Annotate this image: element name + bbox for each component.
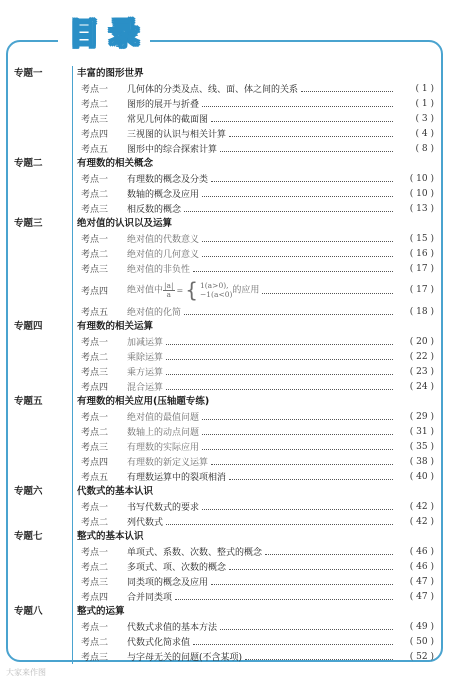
topic-title: 有理数的相关应用(压轴题专练) [77,396,210,407]
entry-title-text: 数轴上的动点问题 [127,428,200,438]
toc-entry[interactable] [77,589,434,604]
topic-code: 专题五 [14,396,43,407]
entry-title [127,280,259,300]
toc-entry[interactable] [77,186,434,201]
topic-code: 专题二 [14,158,43,169]
entry-code: 考点五 [81,473,109,483]
entry-title-text: 绝对值的非负性 [127,265,191,275]
topic-code: 专题一 [14,68,43,79]
toc-entry[interactable] [77,649,434,664]
entry-title-text: 有理数的概念及分类 [127,175,209,185]
topic-body [72,604,434,664]
page-number: ( 13 ) [409,203,434,214]
page-number: ( 8 ) [415,143,434,154]
toc-entry[interactable] [77,126,434,141]
topic-code: 专题三 [14,218,43,229]
entry-code: 考点四 [81,593,109,603]
page-number: ( 42 ) [409,501,434,512]
topic-title: 丰富的图形世界 [77,68,144,79]
entry-title-text: 书写代数式的要求 [127,503,200,513]
entry-title [127,350,163,363]
topic-section [14,529,434,604]
dot-leader [262,293,393,294]
entry-title [127,590,172,603]
entry-code: 考点一 [81,548,109,558]
topic-section [14,216,434,319]
page-number: ( 20 ) [409,336,434,347]
entry-code: 考点三 [81,115,109,125]
entry-title [127,112,208,125]
entry-title-text: 列代数式 [127,518,164,528]
toc-entry[interactable] [77,201,434,216]
entry-code: 考点五 [81,145,109,155]
dot-leader [202,106,393,107]
entry-code: 考点二 [81,428,109,438]
dot-leader [184,211,393,212]
topic-section [14,394,434,484]
dot-leader [211,181,393,182]
entry-title-text: 图形中的综合探索计算 [127,145,218,155]
page-number: ( 40 ) [409,471,434,482]
entry-code: 考点五 [81,308,109,318]
dot-leader [202,419,393,420]
entry-code: 考点一 [81,503,109,513]
entry-title [127,545,262,558]
toc-entry[interactable] [77,276,434,304]
dot-leader [220,151,393,152]
topic-code: 专题六 [14,486,43,497]
toc-entry[interactable] [77,544,434,559]
entry-title-text: 合并同类项 [127,593,173,603]
page-number: ( 29 ) [409,411,434,422]
page-title [58,12,150,58]
entry-title-text: 乘除运算 [127,353,164,363]
entry-title [127,500,199,513]
math-formula [163,280,232,300]
toc-entry[interactable] [77,634,434,649]
page-number: ( 1 ) [415,98,434,109]
entry-title [127,425,199,438]
topic-body [72,394,434,484]
entry-code: 考点四 [81,458,109,468]
entry-title [127,247,199,260]
page-number: ( 42 ) [409,516,434,527]
dot-leader [202,196,393,197]
entry-code: 考点四 [81,383,109,393]
dot-leader [211,464,393,465]
entry-title [127,335,163,348]
entry-title-text: 代数式化简求值 [127,638,191,648]
page-number: ( 10 ) [409,173,434,184]
piecewise-cases [200,281,232,299]
entry-title-text: 与字母无关的问题(不含某项) [127,653,243,663]
dot-leader [166,344,393,345]
entry-code: 考点三 [81,265,109,275]
entry-title-text: 绝对值的最值问题 [127,413,200,423]
entry-title [127,127,226,140]
topic-title: 整式的运算 [77,606,125,617]
table-of-contents [14,66,434,664]
entry-title [127,410,199,423]
toc-entry[interactable] [77,454,434,469]
toc-entry[interactable] [77,304,434,319]
toc-entry[interactable] [77,379,434,394]
page-number: ( 22 ) [409,351,434,362]
page-number: ( 46 ) [409,546,434,557]
topic-section [14,66,434,156]
entry-code: 考点一 [81,413,109,423]
dot-leader [229,569,393,570]
page-number: ( 16 ) [409,248,434,259]
page-number: ( 17 ) [409,263,434,274]
entry-title [127,515,163,528]
topic-title: 有理数的相关运算 [77,321,154,332]
entry-title [127,455,208,468]
entry-title-text: 绝对值的代数意义 [127,235,200,245]
case-positive: 1(a>0), [199,281,229,290]
topic-section [14,156,434,216]
dot-leader [202,256,393,257]
toc-entry[interactable] [77,439,434,454]
fraction-numerator: |a| [164,280,174,290]
toc-entry[interactable] [77,141,434,156]
fraction-denominator: a [166,289,172,299]
entry-title-text: 有理数的新定义运算 [127,458,209,468]
page-number: ( 10 ) [409,188,434,199]
page-number: ( 1 ) [415,83,434,94]
entry-title [127,560,226,573]
dot-leader [229,136,393,137]
dot-leader [265,554,393,555]
toc-entry[interactable] [77,469,434,484]
entry-code: 考点三 [81,368,109,378]
toc-entry[interactable] [77,349,434,364]
title-char-2: 录 [109,17,139,52]
toc-entry[interactable] [77,619,434,634]
fraction [163,282,175,299]
page-number: ( 47 ) [409,576,434,587]
entry-title [127,172,208,185]
entry-title [127,97,199,110]
entry-title [127,365,163,378]
topic-body [72,484,434,529]
entry-title-text: 绝对值中 [127,285,164,296]
dot-leader [184,314,393,315]
toc-entry[interactable] [77,246,434,261]
toc-entry[interactable] [77,231,434,246]
dot-leader [202,434,393,435]
topic-code: 专题八 [14,606,43,617]
page-number: ( 47 ) [409,591,434,602]
brace-icon: { [185,278,198,302]
topic-body [72,216,434,319]
entry-title-text: 绝对值的几何意义 [127,250,200,260]
entry-title-text: 有理数的实际应用 [127,443,200,453]
entry-title [127,232,199,245]
entry-code: 考点一 [81,175,109,185]
entry-title [127,650,242,663]
topic-body [72,156,434,216]
page-number: ( 35 ) [409,441,434,452]
toc-entry[interactable] [77,171,434,186]
page-number: ( 24 ) [409,381,434,392]
toc-entry[interactable] [77,111,434,126]
entry-code: 考点四 [81,286,109,297]
page-number: ( 50 ) [409,636,434,647]
topic-code: 专题四 [14,321,43,332]
page-number: ( 38 ) [409,456,434,467]
dot-leader [301,91,393,92]
equals-sign: = [176,285,184,295]
entry-code: 考点二 [81,100,109,110]
toc-entry[interactable] [77,96,434,111]
entry-title-text: 数轴的概念及应用 [127,190,200,200]
entry-code: 考点二 [81,518,109,528]
toc-entry[interactable] [77,514,434,529]
topic-body [72,529,434,604]
dot-leader [245,659,393,660]
entry-code: 考点三 [81,578,109,588]
page-number: ( 31 ) [409,426,434,437]
topic-title: 绝对值的认识以及运算 [77,218,173,229]
entry-title-text: 多项式、项、次数的概念 [127,563,227,573]
page-number: ( 49 ) [409,621,434,632]
toc-entry[interactable] [77,261,434,276]
dot-leader [166,389,393,390]
toc-entry[interactable] [77,574,434,589]
page-number: ( 46 ) [409,561,434,572]
entry-code: 考点一 [81,235,109,245]
toc-entry[interactable] [77,424,434,439]
dot-leader [202,449,393,450]
topic-title: 整式的基本认识 [77,531,144,542]
entry-title-text: 代数式求值的基本方法 [127,623,218,633]
page-number: ( 23 ) [409,366,434,377]
entry-code: 考点一 [81,623,109,633]
page-number: ( 15 ) [409,233,434,244]
entry-title [127,470,226,483]
entry-title-text: 加减运算 [127,338,164,348]
entry-title-text: 三视图的认识与相关计算 [127,130,227,140]
entry-code: 考点一 [81,338,109,348]
topic-section [14,484,434,529]
entry-title-suffix: 的应用 [232,285,260,296]
entry-title-text: 乘方运算 [127,368,164,378]
dot-leader [229,479,393,480]
entry-title [127,635,190,648]
dot-leader [166,524,393,525]
entry-code: 考点二 [81,563,109,573]
entry-title [127,82,298,95]
entry-code: 考点三 [81,205,109,215]
entry-title [127,440,199,453]
topic-body [72,66,434,156]
entry-title-text: 相反数的概念 [127,205,182,215]
case-negative: −1(a<0) [199,290,233,299]
title-char-1: 目 [69,17,99,52]
dot-leader [193,271,393,272]
entry-title-text: 图形的展开与折叠 [127,100,200,110]
entry-code: 考点二 [81,190,109,200]
toc-entry[interactable] [77,81,434,96]
entry-code: 考点四 [81,130,109,140]
entry-title-text: 绝对值的化简 [127,308,182,318]
entry-title-text: 几何体的分类及点、线、面、体之间的关系 [127,85,299,95]
dot-leader [211,584,393,585]
entry-title-text: 单项式、系数、次数、整式的概念 [127,548,263,558]
dot-leader [166,359,393,360]
entry-title [127,262,190,275]
entry-code: 考点二 [81,353,109,363]
topic-body [72,319,434,394]
dot-leader [193,644,393,645]
toc-entry[interactable] [77,334,434,349]
page-number: ( 52 ) [409,651,434,662]
dot-leader [220,629,393,630]
dot-leader [202,241,393,242]
toc-entry[interactable] [77,409,434,424]
entry-title [127,142,217,155]
toc-entry[interactable] [77,364,434,379]
entry-code: 考点三 [81,653,109,663]
page-number: ( 18 ) [409,306,434,317]
entry-title-text: 同类项的概念及应用 [127,578,209,588]
entry-title [127,620,217,633]
entry-title [127,187,199,200]
entry-title [127,202,181,215]
entry-code: 考点三 [81,443,109,453]
dot-leader [211,121,393,122]
entry-code: 考点一 [81,85,109,95]
entry-title-text: 有理数运算中的裂项相消 [127,473,227,483]
topic-code: 专题七 [14,531,43,542]
entry-title [127,575,208,588]
dot-leader [175,599,393,600]
entry-title [127,305,181,318]
dot-leader [202,509,393,510]
topic-title: 代数式的基本认识 [77,486,154,497]
entry-code: 考点二 [81,638,109,648]
toc-entry[interactable] [77,499,434,514]
entry-title [127,380,163,393]
watermark: 大家来作图 [6,668,46,677]
page-number: ( 17 ) [409,285,434,295]
topic-section [14,319,434,394]
toc-entry[interactable] [77,559,434,574]
dot-leader [166,374,393,375]
page-number: ( 3 ) [415,113,434,124]
topic-title: 有理数的相关概念 [77,158,154,169]
entry-code: 考点二 [81,250,109,260]
page-number: ( 4 ) [415,128,434,139]
topic-section [14,604,434,664]
entry-title-text: 常见几何体的截面图 [127,115,209,125]
entry-title-text: 混合运算 [127,383,164,393]
